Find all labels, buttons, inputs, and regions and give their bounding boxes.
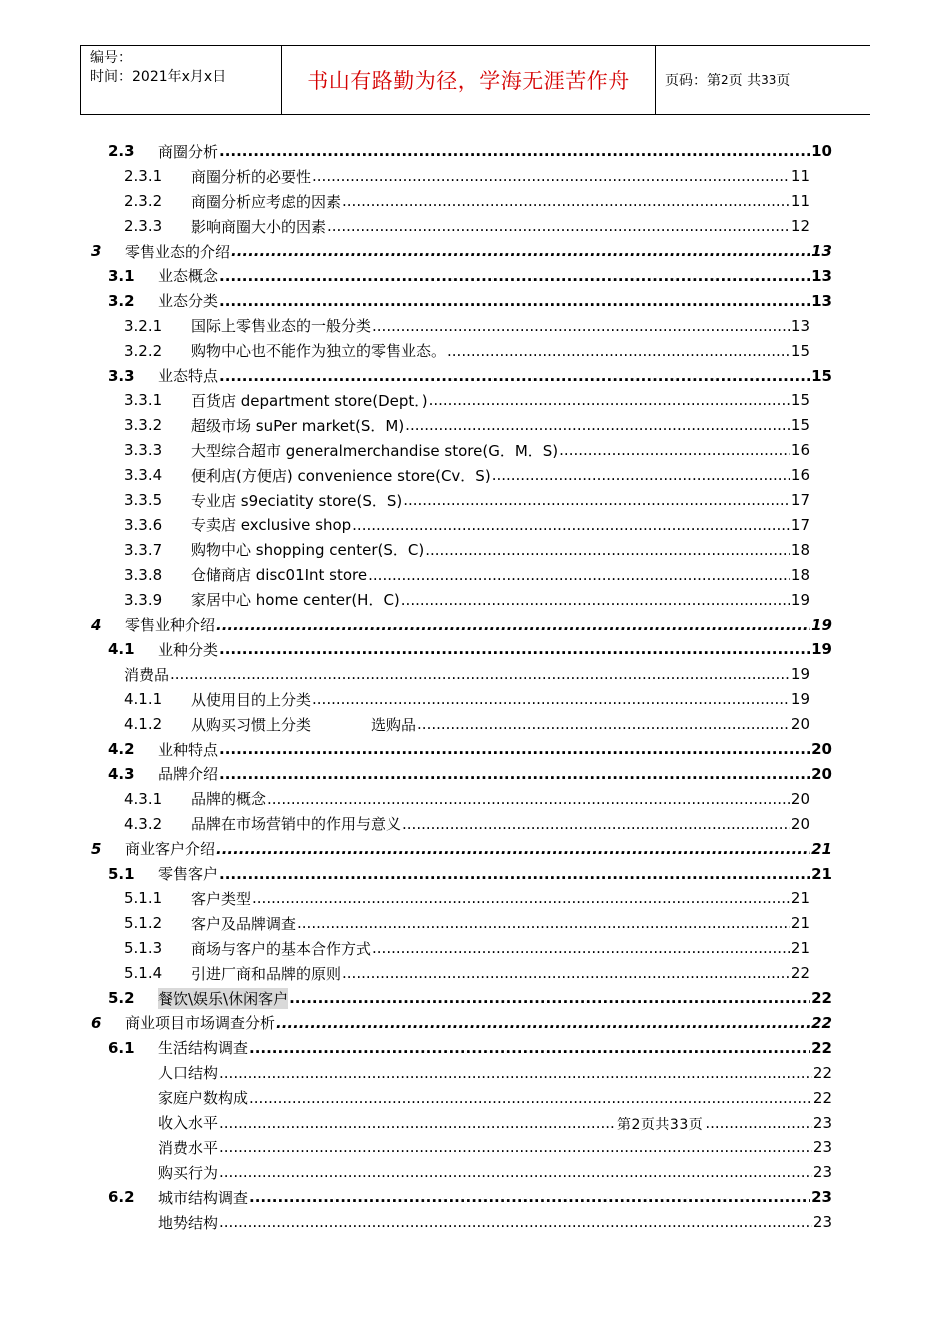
toc-entry-3-3-1[interactable] (124, 388, 810, 413)
toc-leader (312, 690, 790, 708)
toc-entry-consumer-goods[interactable] (124, 662, 810, 687)
toc-title: 零售客户 (158, 865, 219, 884)
toc-entry-4-3-2[interactable] (124, 811, 810, 836)
toc-leader (276, 1014, 810, 1032)
toc-leader (219, 765, 810, 783)
toc-leader (312, 167, 790, 185)
toc-entry-income[interactable] (124, 1110, 832, 1135)
toc-number: 3.3.3 (124, 441, 163, 460)
toc-entry-4-2[interactable] (108, 737, 832, 762)
toc-number: 4.1.1 (124, 690, 163, 709)
header-motto: 书山有路勤为径，学海无涯苦作舟 (307, 69, 630, 93)
page-prefix: 页码：第 (665, 73, 721, 89)
toc-leader (327, 217, 790, 235)
toc-leader (219, 865, 810, 883)
toc-page: 13 (811, 242, 832, 261)
toc-leader (219, 1163, 812, 1181)
toc-entry-3-2-1[interactable] (124, 313, 810, 338)
toc-page: 21 (811, 864, 832, 883)
toc-title: 收入水平 (158, 1114, 219, 1133)
toc-page: 15 (790, 416, 810, 435)
toc-page: 16 (790, 466, 810, 485)
toc-title: 品牌的概念 (191, 790, 267, 809)
toc-page: 22 (812, 1088, 832, 1107)
toc-title: 商场与客户的基本合作方式 (191, 939, 372, 958)
toc-entry-4[interactable] (91, 612, 832, 637)
toc-leader (219, 1213, 812, 1231)
toc-leader (216, 616, 810, 634)
toc-title: 引进厂商和品牌的原则 (191, 964, 342, 983)
toc-leader (492, 466, 790, 484)
toc-leader (219, 1138, 812, 1156)
toc-leader (219, 1064, 812, 1082)
document-number-label: 编号： (90, 50, 132, 66)
toc-entry-purchase-behavior[interactable] (124, 1160, 832, 1185)
toc-page: 20 (811, 764, 832, 783)
toc-page: 23 (812, 1213, 832, 1232)
toc-title: 影响商圈大小的因素 (191, 217, 327, 236)
toc-number: 4 (91, 615, 102, 634)
toc-number: 3.2.2 (124, 341, 163, 360)
toc-title: 百货店 department store(Dept．) (191, 391, 428, 410)
toc-page: 22 (811, 989, 832, 1008)
header-page-info (655, 46, 870, 114)
toc-entry-terrain[interactable] (124, 1210, 832, 1235)
toc-number: 5 (91, 839, 102, 858)
toc-leader (216, 840, 810, 858)
toc-title: 专卖店 exclusive shop (191, 516, 352, 535)
toc-number: 3.3.7 (124, 540, 163, 559)
toc-entry-3-3-2[interactable] (124, 413, 810, 438)
toc-page: 21 (790, 889, 810, 908)
toc-entry-5-2[interactable] (108, 986, 832, 1011)
toc-number: 5.1.4 (124, 964, 163, 983)
toc-title: 便利店(方便店) convenience store(Cv．S) (191, 466, 491, 485)
toc-title: 地势结构 (158, 1213, 219, 1232)
toc-page: 18 (790, 565, 810, 584)
toc-entry-3-1[interactable] (108, 264, 832, 289)
toc-entry-5-1-4[interactable] (124, 961, 810, 986)
toc-title: 专业店 s9eciatity store(S．S) (191, 491, 403, 510)
toc-title: 从购买习惯上分类 (191, 715, 312, 734)
toc-leader (249, 1188, 810, 1206)
toc-leader (417, 715, 790, 733)
toc-number: 6 (91, 1013, 102, 1032)
toc-page: 11 (790, 192, 810, 211)
toc-page: 22 (811, 1038, 832, 1057)
document-header (80, 45, 870, 115)
toc-title: 商圈分析应考虑的因素 (191, 192, 342, 211)
toc-leader (219, 1114, 812, 1132)
toc-leader (219, 267, 810, 285)
toc-page: 19 (811, 640, 832, 659)
toc-title: 客户类型 (191, 889, 252, 908)
toc-number: 3.3 (108, 366, 135, 385)
toc-page: 19 (790, 690, 810, 709)
toc-page: 20 (811, 740, 832, 759)
toc-entry-5[interactable] (91, 836, 832, 861)
toc-number: 6.2 (108, 1188, 135, 1207)
toc-page: 20 (790, 789, 810, 808)
toc-title: 家居中心 home center(H．C) (191, 591, 400, 610)
toc-leader (219, 142, 810, 160)
toc-title: 购物中心 shopping center(S．C) (191, 541, 425, 560)
toc-page: 17 (790, 515, 810, 534)
toc-leader (405, 416, 790, 434)
toc-leader (219, 640, 810, 658)
toc-page: 23 (811, 1188, 832, 1207)
toc-page: 15 (790, 341, 810, 360)
toc-number: 6.1 (108, 1038, 135, 1057)
toc-title: 国际上零售业态的一般分类 (191, 317, 372, 336)
toc-entry-6[interactable] (91, 1011, 832, 1036)
toc-number: 3.3.8 (124, 565, 163, 584)
toc-page: 23 (812, 1163, 832, 1182)
toc-leader (219, 740, 810, 758)
toc-number: 2.3.3 (124, 217, 163, 236)
toc-leader (267, 790, 790, 808)
toc-title: 消费品 (124, 665, 170, 684)
toc-number: 4.3 (108, 764, 135, 783)
toc-title: 品牌介绍 (158, 765, 219, 784)
toc-number: 4.2 (108, 740, 135, 759)
toc-leader (249, 1089, 812, 1107)
toc-title: 业种特点 (158, 740, 219, 759)
toc-entry-2-3-3[interactable] (124, 214, 810, 239)
toc-entry-4-1-1[interactable] (124, 687, 810, 712)
toc-title: 生活结构调查 (158, 1039, 249, 1058)
toc-leader (368, 566, 790, 584)
toc-title: 餐饮\娱乐\休闲客户 (158, 989, 289, 1008)
toc-entry-4-3-1[interactable] (124, 786, 810, 811)
toc-entry-5-1-1[interactable] (124, 886, 810, 911)
toc-number: 5.1.2 (124, 914, 163, 933)
page-footer-mark: 第2页共33页 (615, 1114, 705, 1134)
toc-leader (170, 665, 790, 683)
toc-leader (402, 815, 790, 833)
toc-entry-4-3[interactable] (108, 762, 832, 787)
toc-entry-6-1[interactable] (108, 1035, 832, 1060)
toc-page: 13 (790, 316, 810, 335)
toc-entry-3-3-4[interactable] (124, 463, 810, 488)
toc-leader (249, 1039, 810, 1057)
toc-entry-3-3-7[interactable] (124, 537, 810, 562)
page-current: 2 (721, 73, 729, 87)
toc-page: 16 (790, 441, 810, 460)
toc-leader (289, 989, 810, 1007)
toc-title: 业态特点 (158, 367, 219, 386)
toc-number: 3 (91, 242, 102, 261)
toc-title: 大型综合超市 generalmerchandise store(G．M．S) (191, 441, 559, 460)
toc-page: 23 (812, 1138, 832, 1157)
toc-leader (403, 491, 790, 509)
toc-title: 品牌在市场营销中的作用与意义 (191, 815, 402, 834)
toc-number: 3.2 (108, 291, 135, 310)
toc-number: 5.1 (108, 864, 135, 883)
toc-entry-3[interactable] (91, 239, 832, 264)
toc-page: 21 (790, 939, 810, 958)
page-suffix: 页 (776, 73, 791, 89)
toc-entry-3-3-9[interactable] (124, 587, 810, 612)
toc-leader (352, 516, 790, 534)
toc-page: 13 (811, 266, 832, 285)
toc-entry-3-2[interactable] (108, 288, 832, 313)
toc-number: 2.3 (108, 142, 135, 161)
toc-page: 22 (811, 1013, 832, 1032)
header-meta-cell (80, 46, 282, 114)
toc-entry-6-2[interactable] (108, 1185, 832, 1210)
toc-number: 3.3.9 (124, 590, 163, 609)
toc-number: 5.1.3 (124, 939, 163, 958)
toc-leader (372, 317, 790, 335)
toc-number: 2.3.1 (124, 167, 163, 186)
toc-title: 从使用目的上分类 (191, 690, 312, 709)
toc-leader (342, 192, 790, 210)
toc-entry-3-3-3[interactable] (124, 438, 810, 463)
toc-entry-population[interactable] (124, 1060, 832, 1085)
page-total: 33 (761, 73, 777, 87)
toc-title: 业态概念 (158, 267, 219, 286)
toc-leader (425, 541, 790, 559)
toc-number: 3.1 (108, 266, 135, 285)
toc-entry-4-1-2[interactable] (124, 712, 810, 737)
toc-page: 17 (790, 491, 810, 510)
document-time-label: 时间：2021年x月x日 (90, 69, 227, 85)
toc-page: 20 (790, 814, 810, 833)
toc-entry-5-1-3[interactable] (124, 936, 810, 961)
toc-title: 零售业态的介绍 (125, 242, 231, 261)
toc-page: 21 (790, 914, 810, 933)
toc-page: 19 (811, 615, 832, 634)
toc-page: 22 (790, 964, 810, 983)
toc-title-extra: 选购品 (371, 715, 417, 734)
toc-leader (252, 889, 790, 907)
toc-number: 4.1 (108, 640, 135, 659)
toc-title: 超级市场 suPer market(S．M) (191, 416, 405, 435)
toc-number: 5.2 (108, 989, 135, 1008)
toc-leader (342, 964, 790, 982)
toc-title: 客户及品牌调查 (191, 914, 297, 933)
toc-entry-3-3[interactable] (108, 363, 832, 388)
toc-page: 19 (790, 590, 810, 609)
toc-number: 4.3.1 (124, 789, 163, 808)
toc-page: 19 (790, 665, 810, 684)
toc-title: 仓储商店 disc01Int store (191, 566, 368, 585)
toc-title: 家庭户数构成 (158, 1089, 249, 1108)
toc-page: 18 (790, 540, 810, 559)
toc-page: 20 (790, 715, 810, 734)
toc-title: 购买行为 (158, 1163, 219, 1182)
toc-number: 4.1.2 (124, 715, 163, 734)
toc-entry-2-3-2[interactable] (124, 189, 810, 214)
toc-number: 3.2.1 (124, 316, 163, 335)
toc-leader (231, 242, 810, 260)
toc-page: 21 (811, 839, 832, 858)
toc-entry-2-3-1[interactable] (124, 164, 810, 189)
toc-entry-3-3-8[interactable] (124, 562, 810, 587)
toc-entry-3-3-5[interactable] (124, 488, 810, 513)
toc-leader (219, 292, 810, 310)
toc-leader (297, 914, 790, 932)
toc-page: 11 (790, 167, 810, 186)
toc-leader (219, 367, 810, 385)
toc-number: 3.3.2 (124, 416, 163, 435)
toc-page: 13 (811, 291, 832, 310)
toc-title: 消费水平 (158, 1138, 219, 1157)
toc-title: 购物中心也不能作为独立的零售业态。 (191, 342, 447, 361)
toc-page: 15 (811, 366, 832, 385)
toc-entry-3-2-2[interactable] (124, 338, 810, 363)
toc-page: 15 (790, 391, 810, 410)
toc-number: 3.3.1 (124, 391, 163, 410)
page-mid: 页 共 (728, 73, 762, 89)
toc-entry-2-3[interactable] (108, 139, 832, 164)
toc-entry-households[interactable] (124, 1085, 832, 1110)
toc-title: 商业客户介绍 (125, 840, 216, 859)
toc-page: 12 (790, 217, 810, 236)
toc-number: 3.3.4 (124, 466, 163, 485)
toc-leader (429, 391, 790, 409)
toc-number: 5.1.1 (124, 889, 163, 908)
toc-number: 3.3.6 (124, 515, 163, 534)
toc-leader (372, 939, 790, 957)
toc-entry-5-1[interactable] (108, 861, 832, 886)
toc-title: 商圈分析的必要性 (191, 167, 312, 186)
toc-number: 4.3.2 (124, 814, 163, 833)
toc-title: 业种分类 (158, 640, 219, 659)
toc-leader (447, 342, 790, 360)
toc-page: 23 (812, 1113, 832, 1132)
toc-leader (559, 441, 790, 459)
toc-title: 商业项目市场调查分析 (125, 1014, 276, 1033)
toc-number: 2.3.2 (124, 192, 163, 211)
toc-title: 人口结构 (158, 1064, 219, 1083)
toc-page: 10 (811, 142, 832, 161)
toc-entry-5-1-2[interactable] (124, 911, 810, 936)
toc-leader (401, 591, 790, 609)
toc-entry-4-1[interactable] (108, 637, 832, 662)
toc-page: 22 (812, 1063, 832, 1082)
toc-title: 零售业种介绍 (125, 616, 216, 635)
toc-title: 商圈分析 (158, 142, 219, 161)
toc-entry-3-3-6[interactable] (124, 513, 810, 538)
toc-number: 3.3.5 (124, 491, 163, 510)
toc-entry-consumption[interactable] (124, 1135, 832, 1160)
toc-title: 业态分类 (158, 292, 219, 311)
toc-title: 城市结构调查 (158, 1188, 249, 1207)
